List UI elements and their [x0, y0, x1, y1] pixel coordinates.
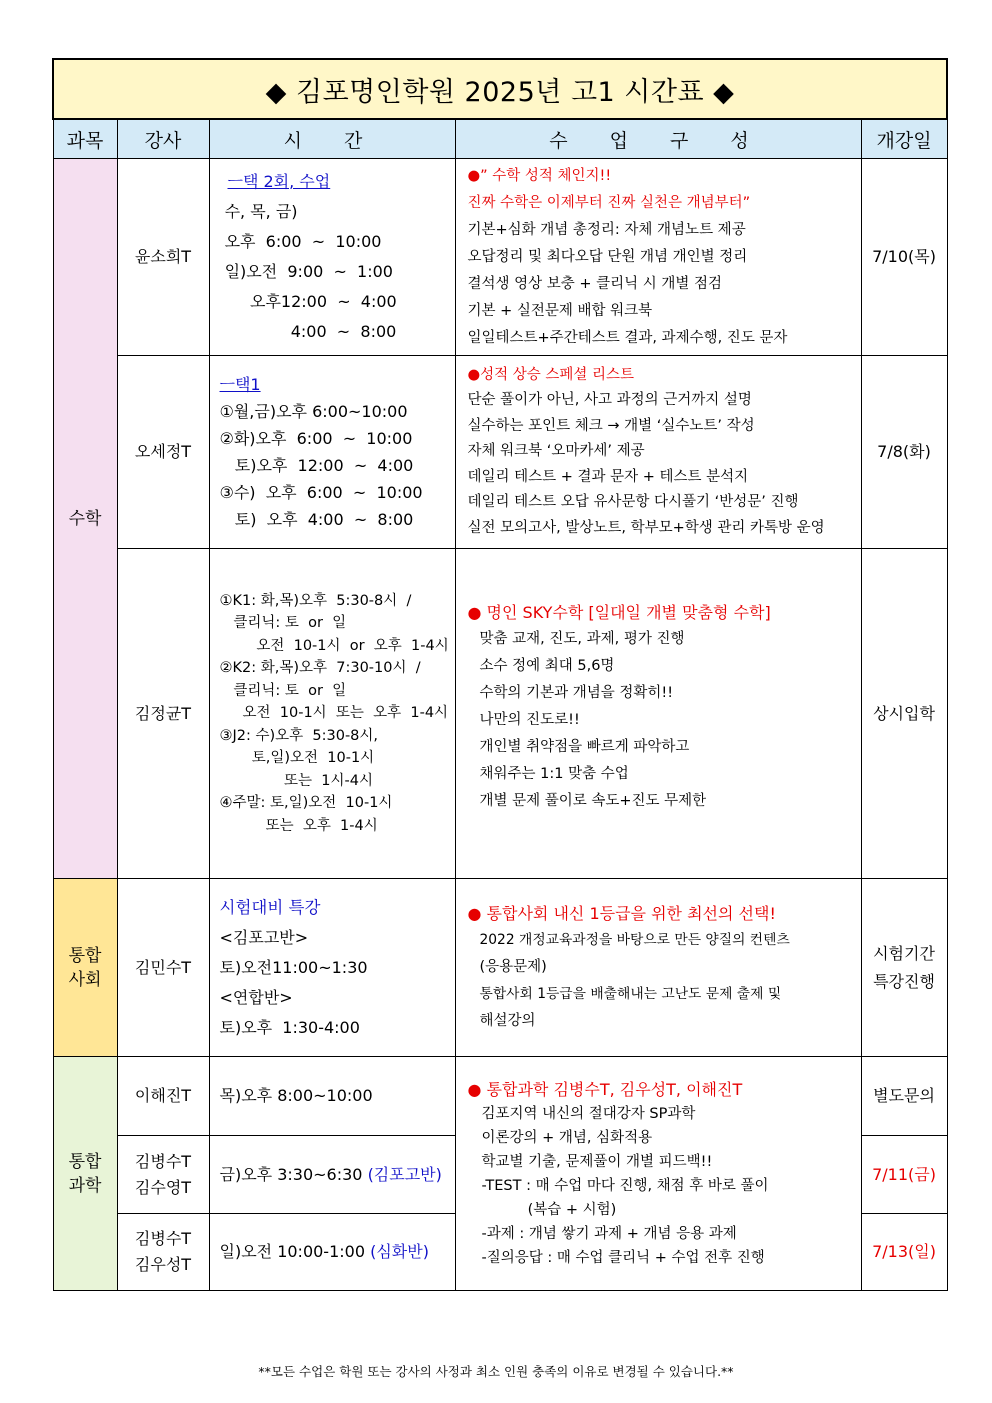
content-line: -TEST : 매 수업 마다 진행, 채점 후 바로 풀이 — [481, 1177, 769, 1194]
content-line: 자체 워크북 ‘오마카세’ 제공 — [467, 443, 645, 460]
time-text: 금)오후 3:30~6:30 — [219, 1164, 368, 1184]
content-line: 데일리 테스트 + 결과 문자 + 테스트 분석지 — [467, 468, 749, 485]
teacher-math-1: 윤소희T — [117, 159, 209, 356]
content-line: 기본+심화 개념 총정리: 자체 개념노트 제공 — [467, 221, 746, 238]
open-date-science-3: 7/13(일) — [861, 1214, 947, 1291]
content-line: 개별 문제 풀이로 속도+진도 무제한 — [479, 793, 707, 809]
subject-social — [53, 879, 117, 1057]
teacher-science-2 — [117, 1136, 209, 1214]
content-highlight: ● 명인 SKY수학 [일대일 개별 맞춤형 수학] — [467, 603, 771, 622]
time-line: 일)오전 9:00 ~ 1:00 — [219, 262, 393, 281]
time-line: ㅡ택1 — [219, 375, 261, 394]
time-line: 오전 10-1시 or 오후 1-4시 — [219, 637, 449, 654]
teacher-math-2: 오세정T — [117, 356, 209, 549]
time-line: ②K2: 화,목)오후 7:30-10시 / — [219, 660, 421, 677]
time-line: ③수) 오후 6:00 ~ 10:00 — [219, 483, 423, 502]
header-time: 시 간 — [209, 119, 455, 159]
open-date-math-3: 상시입학 — [861, 549, 947, 879]
content-line: 데일리 테스트 오답 유사문항 다시풀기 ‘반성문’ 진행 — [467, 494, 799, 511]
time-line: 오후 6:00 ~ 10:00 — [219, 232, 382, 251]
content-line: 해설강의 — [479, 1013, 536, 1029]
time-science-1: 목)오후 8:00~10:00 — [209, 1057, 455, 1136]
content-line: (응용문제) — [479, 959, 547, 975]
content-line: 일일테스트+주간테스트 결과, 과제수행, 진도 문자 — [467, 329, 788, 346]
time-line: 4:00 ~ 8:00 — [219, 322, 397, 341]
time-text: 일)오전 10:00-1:00 — [219, 1242, 371, 1261]
header-subject: 과목 — [53, 119, 117, 159]
time-line: ㅡ택 2회, 수업 — [227, 172, 331, 191]
open-date-science-2: 7/11(금) — [861, 1136, 947, 1214]
content-line: 단순 풀이가 아닌, 사고 과정의 근거까지 설명 — [467, 392, 752, 409]
time-line: 오전 10-1시 또는 오후 1-4시 — [219, 705, 449, 722]
time-social — [209, 879, 455, 1057]
content-line: (복습 + 시험) — [481, 1201, 617, 1218]
content-math-2 — [455, 356, 861, 549]
content-line: -과제 : 개념 쌓기 과제 + 개념 응용 과제 — [481, 1225, 737, 1242]
content-highlight: ●성적 상승 스페셜 리스트 — [467, 366, 635, 383]
content-line: 채워주는 1:1 맞춤 수업 — [479, 766, 629, 782]
time-math-1 — [209, 159, 455, 356]
content-line: 김포지역 내신의 절대강자 SP과학 — [481, 1105, 696, 1122]
content-line: 실전 모의고사, 발상노트, 학부모+학생 관리 카톡방 운영 — [467, 519, 825, 536]
content-highlight: 진짜 수학은 이제부터 진짜 실천은 개념부터” — [467, 194, 751, 211]
time-line: <김포고반> — [219, 927, 309, 947]
header-open: 개강일 — [861, 119, 947, 159]
content-line: 2022 개정교육과정을 바탕으로 만든 양질의 컨텐츠 — [479, 932, 790, 948]
open-date-social — [861, 879, 947, 1057]
content-line: 맞춤 교재, 진도, 과제, 평가 진행 — [479, 631, 685, 647]
content-line: 학교별 기출, 문제풀이 개별 피드백!! — [481, 1153, 713, 1170]
teacher-names: 김병수T 김우성T — [134, 1229, 192, 1274]
time-line: 오후12:00 ~ 4:00 — [219, 292, 397, 311]
time-science-3 — [209, 1214, 455, 1291]
time-math-2 — [209, 356, 455, 549]
time-line: <연합반> — [219, 987, 293, 1007]
class-tag: (심화반) — [370, 1242, 429, 1261]
content-line: 나만의 진도로!! — [479, 712, 580, 728]
teacher-math-3: 김정균T — [117, 549, 209, 879]
class-tag: (김포고반) — [367, 1164, 442, 1184]
time-line: 클리닉: 토 or 일 — [219, 615, 347, 632]
open-date-math-2: 7/8(화) — [861, 356, 947, 549]
teacher-names: 김병수T 김수영T — [134, 1151, 192, 1197]
open-date-math-1: 7/10(목) — [861, 159, 947, 356]
content-line: 개인별 취약점을 빠르게 파악하고 — [479, 739, 690, 755]
content-line: 실수하는 포인트 체크 → 개별 ‘실수노트’ 작성 — [467, 417, 755, 434]
content-highlight: ● 통합사회 내신 1등급을 위한 최선의 선택! — [467, 904, 776, 923]
content-highlight: ●” 수학 성적 체인지!! — [467, 167, 612, 184]
time-math-3 — [209, 549, 455, 879]
content-line: 기본 + 실전문제 배합 워크북 — [467, 302, 653, 319]
content-line: 이론강의 + 개념, 심화적용 — [481, 1129, 653, 1146]
time-line: ②화)오후 6:00 ~ 10:00 — [219, 429, 413, 448]
subject-science — [53, 1057, 117, 1291]
time-line: ③J2: 수)오후 5:30-8시, — [219, 727, 379, 744]
time-line: 시험대비 특강 — [219, 897, 321, 917]
content-line: 소수 정예 최대 5,6명 — [479, 658, 615, 674]
header-content: 수 업 구 성 — [455, 119, 861, 159]
content-line: -질의응답 : 매 수업 클리닉 + 수업 전후 진행 — [481, 1249, 765, 1266]
open-date-science-1: 별도문의 — [861, 1057, 947, 1136]
subject-label: 통합과학 — [68, 1151, 102, 1196]
content-math-3 — [455, 549, 861, 879]
time-line: 클리닉: 토 or 일 — [219, 682, 347, 699]
content-line: 오답정리 및 최다오답 단원 개념 개인별 정리 — [467, 248, 748, 265]
subject-math: 수학 — [53, 159, 117, 879]
time-line: 또는 1시-4시 — [219, 772, 373, 789]
open-line: 시험기간 — [873, 943, 935, 963]
content-science — [455, 1057, 861, 1291]
content-line: 결석생 영상 보충 + 클리닉 시 개별 점검 — [467, 275, 723, 292]
teacher-science-1: 이해진T — [117, 1057, 209, 1136]
teacher-science-3 — [117, 1214, 209, 1291]
time-line: 토)오전11:00~1:30 — [219, 957, 368, 977]
time-science-2 — [209, 1136, 455, 1214]
time-line: 또는 오후 1-4시 — [219, 817, 378, 834]
time-line: 토) 오후 4:00 ~ 8:00 — [219, 510, 414, 529]
time-line: 토)오후 1:30-4:00 — [219, 1017, 360, 1037]
time-line: ①K1: 화,목)오후 5:30-8시 / — [219, 592, 412, 609]
header-teacher: 강사 — [117, 119, 209, 159]
footer-note: **모든 수업은 학원 또는 강사의 사정과 최소 인원 충족의 이유로 변경될 수 있습니다.** — [258, 1364, 734, 1379]
content-social — [455, 879, 861, 1057]
time-line: 토)오후 12:00 ~ 4:00 — [219, 456, 414, 475]
page-title: ◆ 김포명인학원 2025년 고1 시간표 ◆ — [53, 59, 947, 119]
subject-label: 통합사회 — [68, 945, 102, 990]
content-math-1 — [455, 159, 861, 356]
open-line: 특강진행 — [873, 971, 935, 991]
time-line: 수, 목, 금) — [219, 202, 298, 221]
content-highlight: ● 통합과학 김병수T, 김우성T, 이해진T — [467, 1079, 743, 1099]
time-line: 토,일)오전 10-1시 — [219, 750, 375, 767]
content-line: 수학의 기본과 개념을 정확히!! — [479, 685, 674, 701]
teacher-social: 김민수T — [117, 879, 209, 1057]
timetable — [52, 58, 948, 1291]
time-line: ④주말: 토,일)오전 10-1시 — [219, 795, 393, 812]
time-line: ①월,금)오후 6:00~10:00 — [219, 402, 408, 421]
content-line: 통합사회 1등급을 배출해내는 고난도 문제 출제 및 — [479, 986, 782, 1002]
